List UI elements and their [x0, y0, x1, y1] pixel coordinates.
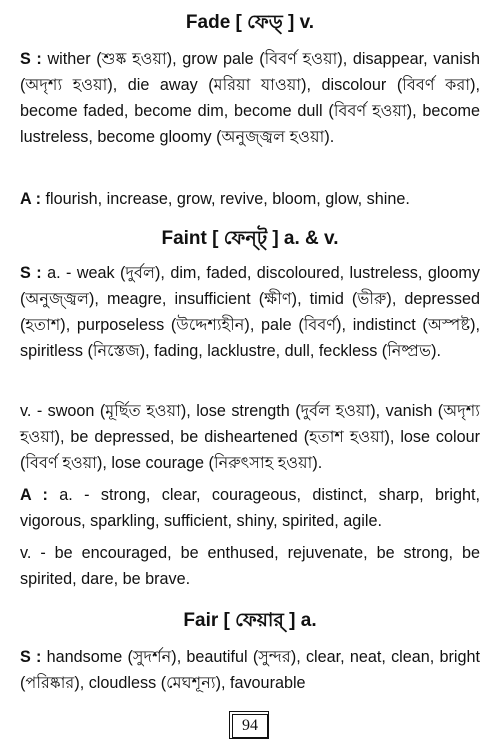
- antonyms-label: A :: [20, 190, 41, 208]
- fair-synonyms: [20, 644, 480, 696]
- faint-antonyms-verb-text: v. - be encouraged, be enthused, rejuvenate, be strong, be spirited, dare, be brave.: [20, 544, 480, 588]
- headword-faint: Faint [ ফেন্ট্ ] a. & v.: [161, 228, 339, 249]
- fair-synonyms-text: handsome (সুদর্শন), beautiful (সুন্দর), clear, neat, clean, bright (পরিষ্কার), cloudless (মেঘশূন্য), favourable: [20, 648, 480, 692]
- fade-synonyms: [20, 46, 480, 150]
- entry-fade: [0, 10, 500, 36]
- headword-fair: Fair [ ফেয়ার্ ] a.: [183, 610, 317, 631]
- antonyms-label: A :: [20, 486, 48, 504]
- synonyms-label: S :: [20, 264, 42, 282]
- faint-antonyms-verb: [20, 540, 480, 592]
- faint-antonyms-adjective: [20, 482, 480, 534]
- headword-fade: Fade [ ফেড্ ] v.: [185, 12, 315, 33]
- entry-fair: [0, 608, 500, 634]
- fade-antonyms: [20, 186, 480, 212]
- entry-faint: [0, 226, 500, 252]
- synonyms-label: S :: [20, 648, 42, 666]
- faint-synonyms-verb: [20, 398, 480, 476]
- faint-antonyms-adjective-text: a. - strong, clear, courageous, distinct, sharp, bright, vigorous, sparkling, sufficient, shiny, spirited, agile.: [20, 486, 480, 530]
- fade-antonyms-text: flourish, increase, grow, revive, bloom, glow, shine.: [45, 190, 410, 208]
- synonyms-label: S :: [20, 50, 42, 68]
- page-number: 94: [232, 714, 268, 738]
- faint-synonyms-adjective: [20, 260, 480, 364]
- fade-synonyms-text: wither (শুষ্ক হওয়া), grow pale (বিবর্ণ হওয়া), disappear, vanish (অদৃশ্য হওয়া), die away (মরিয়া যাওয়া), discolour (বিবর্ণ করা), become faded, become dim, become dull (বিবর্ণ হওয়া), become lustreless, become gloomy (অনুজ্জ্বল হওয়া).: [20, 50, 480, 146]
- faint-synonyms-adjective-text: a. - weak (দুর্বল), dim, faded, discoloured, lustreless, gloomy (অনুজ্জ্বল), meagre, insufficient (ক্ষীণ), timid (ভীরু), depressed (হতাশ), purposeless (উদ্দেশ্যহীন), pale (বিবর্ণ), indistinct (অস্পষ্ট), spiritless (নিস্তেজ), fading, lacklustre, dull, feckless (নিষ্প্রভ).: [20, 264, 480, 360]
- faint-synonyms-verb-text: v. - swoon (মূর্ছিত হওয়া), lose strength (দুর্বল হওয়া), vanish (অদৃশ্য হওয়া), be depressed, be disheartened (হতাশ হওয়া), lose colour (বিবর্ণ হওয়া), lose courage (নিরুৎসাহ হওয়া).: [20, 402, 480, 472]
